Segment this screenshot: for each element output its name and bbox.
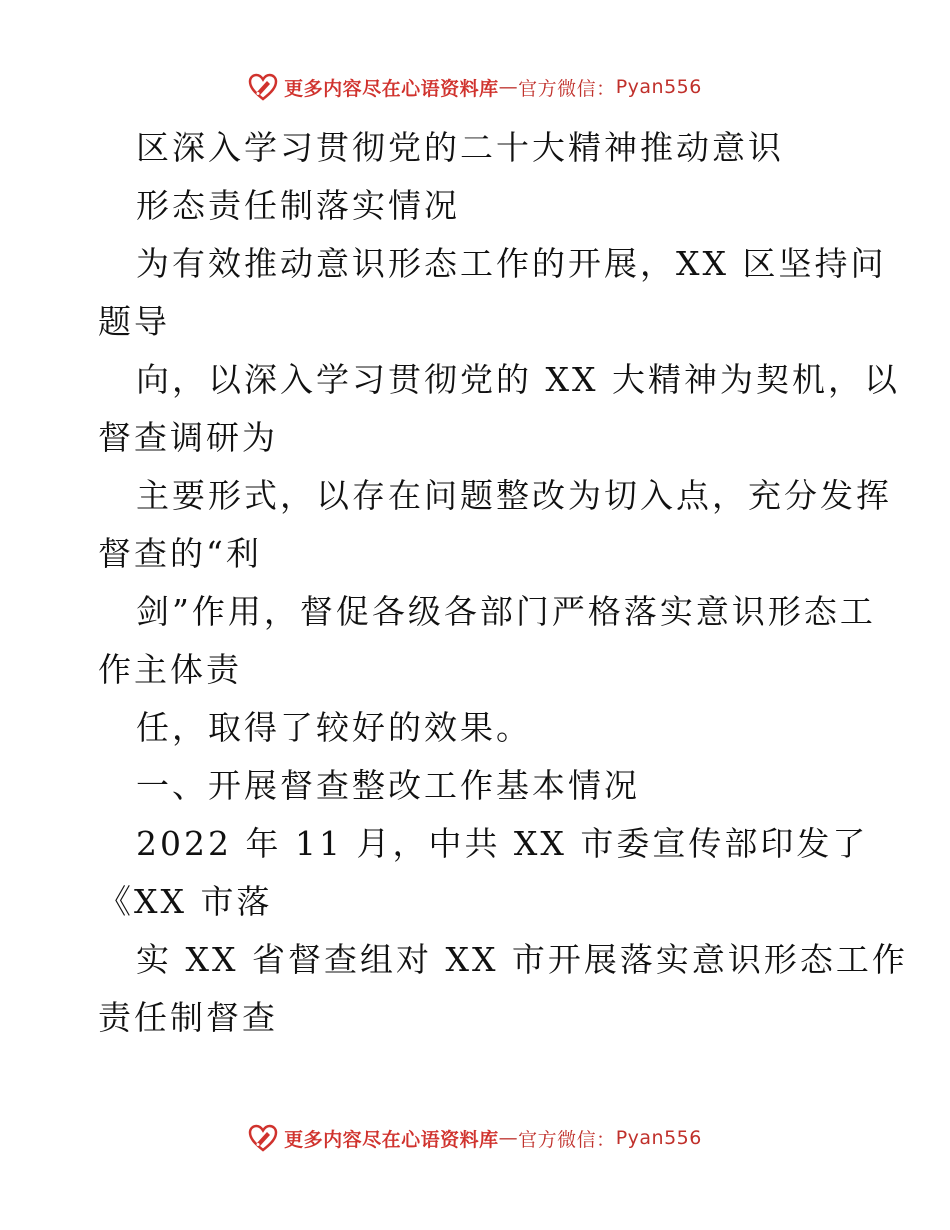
- banner-brand-text: 更多内容尽在心语资料库: [284, 1128, 499, 1151]
- banner-wechat-id: Pyan556: [615, 76, 702, 98]
- footer-watermark-banner: [0, 1123, 950, 1153]
- body-line: 作主体责: [98, 650, 242, 689]
- banner-brand-text: 更多内容尽在心语资料库: [284, 77, 499, 100]
- body-line: 任，取得了较好的效果。: [136, 708, 532, 747]
- body-line: 《XX 市落: [98, 882, 273, 921]
- body-line: 主要形式，以存在问题整改为切入点，充分发挥: [136, 476, 892, 515]
- body-line: 督查调研为: [98, 418, 278, 457]
- body-line: 剑”作用，督促各级各部门严格落实意识形态工: [136, 592, 876, 631]
- body-line: 为有效推动意识形态工作的开展，XX 区坚持问: [136, 244, 887, 283]
- banner-official-label: 官方微信：: [518, 1128, 616, 1151]
- body-line: 向，以深入学习贯彻党的 XX 大精神为契机，以: [136, 360, 900, 399]
- body-line: 实 XX 省督查组对 XX 市开展落实意识形态工作: [136, 940, 908, 979]
- body-line: 题导: [98, 302, 170, 341]
- heart-pen-logo-icon: [248, 1123, 278, 1153]
- body-line: 区深入学习贯彻党的二十大精神推动意识: [136, 128, 784, 167]
- body-line: 形态责任制落实情况: [136, 186, 460, 225]
- body-line: 2022 年 11 月，中共 XX 市委宣传部印发了: [136, 824, 869, 863]
- body-line: 督查的“利: [98, 534, 262, 573]
- banner-official-label: 官方微信：: [518, 77, 616, 100]
- banner-wechat-id: Pyan556: [615, 1127, 702, 1149]
- banner-dash: —: [498, 76, 519, 98]
- body-line: 责任制督查: [98, 998, 278, 1037]
- banner-dash: —: [498, 1127, 519, 1149]
- body-line: 一、开展督查整改工作基本情况: [136, 766, 640, 805]
